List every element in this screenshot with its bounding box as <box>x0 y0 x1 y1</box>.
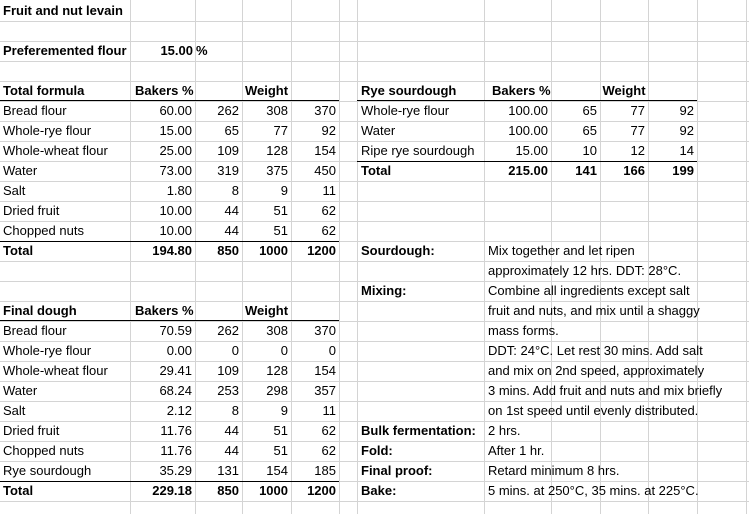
weight-cell[interactable]: 131 <box>217 463 239 478</box>
bakers-percent-cell[interactable]: 0.00 <box>166 343 192 358</box>
instruction-text: and mix on 2nd speed, approximately <box>488 363 705 378</box>
weight-cell[interactable]: 9 <box>280 183 288 198</box>
final-dough-total-pct[interactable]: 229.18 <box>152 483 192 498</box>
weight-cell[interactable]: 0 <box>231 343 239 358</box>
weight-cell[interactable]: 154 <box>314 143 336 158</box>
total-formula-total-pct[interactable]: 194.80 <box>152 243 192 258</box>
ingredient-name: Water <box>3 163 38 178</box>
weight-cell[interactable]: 308 <box>266 103 288 118</box>
weight-cell[interactable]: 62 <box>321 223 336 238</box>
preferment-label: Preferemented flour <box>3 43 127 58</box>
bakers-percent-cell[interactable]: 11.76 <box>160 443 192 458</box>
bakers-percent-cell[interactable]: 73.00 <box>159 163 192 178</box>
weight-cell[interactable]: 51 <box>273 223 288 238</box>
weight-cell[interactable]: 14 <box>679 143 694 158</box>
weight-cell[interactable]: 11 <box>322 183 336 198</box>
weight-cell[interactable]: 51 <box>273 423 288 438</box>
weight-cell[interactable]: 262 <box>217 103 239 118</box>
bakers-percent-cell[interactable]: 70.59 <box>159 323 192 338</box>
bakers-percent-cell[interactable]: 35.29 <box>159 463 192 478</box>
weight-cell[interactable]: 77 <box>630 103 645 118</box>
ingredient-name: Whole-wheat flour <box>3 363 108 378</box>
page-title: Fruit and nut levain <box>3 3 123 18</box>
weight-cell[interactable]: 370 <box>314 323 336 338</box>
grid-col-line <box>357 0 358 514</box>
ingredient-name: Chopped nuts <box>3 443 84 458</box>
weight-cell[interactable]: 77 <box>273 123 288 138</box>
instruction-label: Bulk fermentation: <box>361 423 476 438</box>
instruction-text: 2 hrs. <box>488 423 521 438</box>
bakers-percent-cell[interactable]: 68.24 <box>159 383 192 398</box>
rye-sourdough-title: Rye sourdough <box>361 83 457 98</box>
final-dough-total-w1[interactable]: 850 <box>217 483 239 498</box>
weight-cell[interactable]: 8 <box>231 403 239 418</box>
ingredient-name: Salt <box>3 183 26 198</box>
bakers-percent-cell[interactable]: 60.00 <box>159 103 192 118</box>
weight-cell[interactable]: 9 <box>280 403 288 418</box>
bakers-percent-cell[interactable]: 11.76 <box>160 423 192 438</box>
final-dough-total-w3[interactable]: 1200 <box>307 483 336 498</box>
weight-cell[interactable]: 51 <box>273 203 288 218</box>
weight-cell[interactable]: 12 <box>630 143 645 158</box>
bakers-percent-cell[interactable]: 2.12 <box>166 403 192 418</box>
ingredient-name: Whole-rye flour <box>3 343 92 358</box>
weight-cell[interactable]: 253 <box>217 383 239 398</box>
total-formula-total-w1[interactable]: 850 <box>217 243 239 258</box>
ingredient-name: Bread flour <box>3 103 67 118</box>
ingredient-name: Dried fruit <box>3 423 60 438</box>
weight-cell[interactable]: 62 <box>321 203 336 218</box>
weight-cell[interactable]: 109 <box>217 363 239 378</box>
final-dough-bakers-header: Bakers % <box>135 303 194 318</box>
weight-cell[interactable]: 44 <box>224 203 239 218</box>
weight-cell[interactable]: 450 <box>314 163 336 178</box>
ingredient-name: Whole-rye flour <box>361 103 450 118</box>
final-dough-title: Final dough <box>3 303 77 318</box>
bakers-percent-cell[interactable]: 100.00 <box>508 123 548 138</box>
ingredient-name: Water <box>361 123 396 138</box>
instruction-text: approximately 12 hrs. DDT: 28°C. <box>488 263 682 278</box>
weight-cell[interactable]: 44 <box>224 223 239 238</box>
bakers-percent-cell[interactable]: 25.00 <box>159 143 192 158</box>
weight-cell[interactable]: 109 <box>217 143 239 158</box>
weight-cell[interactable]: 154 <box>266 463 288 478</box>
weight-cell[interactable]: 65 <box>582 103 597 118</box>
weight-cell[interactable]: 65 <box>582 123 597 138</box>
ingredient-name: Ripe rye sourdough <box>361 143 475 158</box>
preferment-value[interactable]: 15.00 <box>160 43 193 58</box>
weight-cell[interactable]: 154 <box>314 363 336 378</box>
weight-cell[interactable]: 62 <box>321 443 336 458</box>
ingredient-name: Whole-wheat flour <box>3 143 108 158</box>
instruction-label: Final proof: <box>361 463 433 478</box>
weight-cell[interactable]: 51 <box>273 443 288 458</box>
instruction-text: 5 mins. at 250°C, 35 mins. at 225°C. <box>488 483 699 498</box>
bakers-percent-cell[interactable]: 1.80 <box>166 183 192 198</box>
final-dough-total-label: Total <box>3 483 34 498</box>
bakers-percent-cell[interactable]: 15.00 <box>515 143 548 158</box>
weight-cell[interactable]: 128 <box>266 143 288 158</box>
ingredient-name: Salt <box>3 403 26 418</box>
preferment-unit: % <box>196 43 208 58</box>
instruction-text: on 1st speed until evenly distributed. <box>488 403 699 418</box>
weight-cell[interactable]: 128 <box>266 363 288 378</box>
rye-sourdough-total-w1[interactable]: 141 <box>575 163 597 178</box>
weight-cell[interactable]: 11 <box>322 403 336 418</box>
instruction-label: Bake: <box>361 483 397 498</box>
weight-cell[interactable]: 298 <box>266 383 288 398</box>
instruction-label: Sourdough: <box>361 243 435 258</box>
rye-sourdough-total-w2[interactable]: 166 <box>623 163 645 178</box>
instruction-text: DDT: 24°C. Let rest 30 mins. Add salt <box>488 343 703 358</box>
grid-col-line <box>339 0 340 514</box>
weight-cell[interactable]: 92 <box>679 103 694 118</box>
bakers-percent-cell[interactable]: 10.00 <box>159 203 192 218</box>
weight-cell[interactable]: 77 <box>630 123 645 138</box>
weight-cell[interactable]: 65 <box>224 123 239 138</box>
weight-cell[interactable]: 0 <box>280 343 288 358</box>
ingredient-name: Dried fruit <box>3 203 60 218</box>
weight-cell[interactable]: 44 <box>224 443 239 458</box>
weight-cell[interactable]: 92 <box>679 123 694 138</box>
weight-cell[interactable]: 8 <box>231 183 239 198</box>
grid-col-line <box>484 0 485 514</box>
instruction-label: Fold: <box>361 443 393 458</box>
ingredient-name: Bread flour <box>3 323 67 338</box>
bakers-percent-cell[interactable]: 10.00 <box>159 223 192 238</box>
total-formula-total-w2[interactable]: 1000 <box>259 243 288 258</box>
weight-cell[interactable]: 357 <box>314 383 336 398</box>
ingredient-name: Chopped nuts <box>3 223 84 238</box>
rye-sourdough-total-w3[interactable]: 199 <box>672 163 694 178</box>
total-formula-weight-header: Weight <box>244 83 289 98</box>
grid-col-line <box>746 0 747 514</box>
total-formula-bakers-header: Bakers % <box>135 83 194 98</box>
weight-cell[interactable]: 185 <box>314 463 336 478</box>
ingredient-name: Water <box>3 383 38 398</box>
weight-cell[interactable]: 92 <box>321 123 336 138</box>
instruction-label: Mixing: <box>361 283 407 298</box>
weight-cell[interactable]: 44 <box>224 423 239 438</box>
instruction-text: Combine all ingredients except salt <box>488 283 690 298</box>
rye-sourdough-bakers-header: Bakers % <box>492 83 551 98</box>
total-formula-total-w3[interactable]: 1200 <box>307 243 336 258</box>
final-dough-weight-header: Weight <box>244 303 289 318</box>
weight-cell[interactable]: 0 <box>328 343 336 358</box>
instruction-text: mass forms. <box>488 323 559 338</box>
rye-sourdough-weight-header: Weight <box>602 83 646 98</box>
bakers-percent-cell[interactable]: 100.00 <box>508 103 548 118</box>
instruction-text: 3 mins. Add fruit and nuts and mix briefly <box>488 383 723 398</box>
weight-cell[interactable]: 370 <box>314 103 336 118</box>
instruction-text: Mix together and let ripen <box>488 243 635 258</box>
weight-cell[interactable]: 262 <box>217 323 239 338</box>
weight-cell[interactable]: 62 <box>321 423 336 438</box>
ingredient-name: Whole-rye flour <box>3 123 92 138</box>
bakers-percent-cell[interactable]: 15.00 <box>159 123 192 138</box>
weight-cell[interactable]: 319 <box>217 163 239 178</box>
instruction-text: After 1 hr. <box>488 443 545 458</box>
rye-sourdough-total-label: Total <box>361 163 392 178</box>
total-formula-title: Total formula <box>3 83 85 98</box>
weight-cell[interactable]: 10 <box>582 143 597 158</box>
rye-sourdough-total-pct[interactable]: 215.00 <box>508 163 548 178</box>
total-formula-total-label: Total <box>3 243 34 258</box>
final-dough-total-w2[interactable]: 1000 <box>259 483 288 498</box>
instruction-text: Retard minimum 8 hrs. <box>488 463 620 478</box>
weight-cell[interactable]: 308 <box>266 323 288 338</box>
instruction-text: fruit and nuts, and mix until a shaggy <box>488 303 700 318</box>
weight-cell[interactable]: 375 <box>266 163 288 178</box>
bakers-percent-cell[interactable]: 29.41 <box>159 363 192 378</box>
ingredient-name: Rye sourdough <box>3 463 92 478</box>
